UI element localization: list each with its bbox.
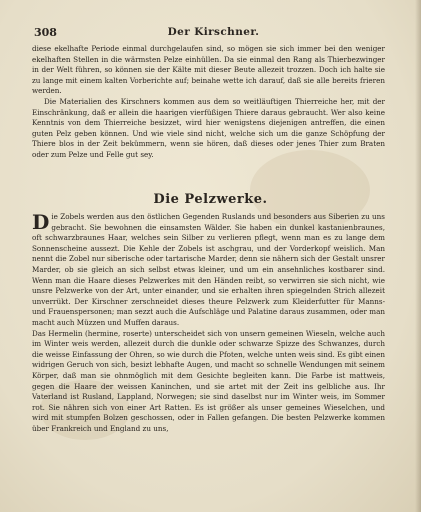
paragraph xyxy=(32,212,385,329)
page-edge-shadow xyxy=(415,0,421,512)
paragraph-body: ie Zobels werden aus den östlichen Gegenden Ruslands und besonders aus Siberien zu uns gebracht. Sie bewohnen die einsamsten Wälder. Sie haben ein dunkel kastanienbraunes, oft schwarzbraunes Haar, welches sein Silber zu verlieren pflegt, wenn man es zu lange dem Sonnenscheine aussezt. Die Kehle der Zobels ist aschgrau, und der Vorderkopf weislich. Man nennt die Zobel nur siberische oder tartarische Marder, denn sie nähern sich der Gestalt unsrer Marder, ob sie gleich an sich selbst etwas kleiner, und um ein ansehnliches kostbarer sind. Wenn man die Haare dieses Pelzwerkes mit den Händen reibt, so verwirren sie sich nicht, wie unsre Pelzwerke von der Art, unter einander, und sie erhalten ihren spiegelnden Strich allezeit unverrükt. Der Kirschner zerschneidet dieses theure Pelzwerk zum Kleiderfutter für Manns- und Frauenspersonen; man sezzt auch die Aufschläge und Palatine daraus zusammen, oder man macht auch Müzzen und Muffen daraus. xyxy=(32,212,385,327)
page-header xyxy=(34,26,393,42)
page-number: 308 xyxy=(34,26,57,39)
pelzwerke-text-block xyxy=(32,212,385,434)
paragraph: diese ekelhafte Periode einmal durchgelaufen sind, so mögen sie sich immer bei den weniger ekelhaften Stellen in die wärmsten Pelze einhüllen. Da sie einmal den Rang als Thierbezwinger in der Welt führen, so können sie der Kälte mit dieser Beute allezeit trozzen. Doch ich halte sie zu lange mit einem kalten Vorberichte auf; beinahe wette ich darauf, daß sie alle bereits frieren werden. xyxy=(32,44,385,96)
running-title: Der Kirschner. xyxy=(167,26,260,38)
section-title: Die Pelzwerke. xyxy=(153,192,268,207)
paragraph: Das Hermelin (hermine, roserte) unterscheidet sich von unsern gemeinen Wieseln, welche auch im Winter weis werden, allezeit durch die dunkle oder schwarze Spizze des Schwanzes, durch die weisse Einfassung der Ohren, so wie durch die Pfoten, welche unten weis sind. Es gibt einen widrigen Geruch von sich, besizt lebhafte Augen, und macht so schnelle Wendungen mit seinem Körper, daß man sie ohnmöglich mit dem Gesichte begleiten kann. Die Farbe ist mattweis, gegen die Haare der weissen Kaninchen, und sie artet mit der Zeit ins gelbliche aus. Ihr Vaterland ist Rusland, Lappland, Norwegen; sie sind daselbst nur im Winter weis, im Sommer rot. Sie nähren sich von einer Art Ratten. Es ist größer als unser gemeines Wieselchen, und wird mit stumpfen Bolzen geschossen, oder in Fallen gefangen. Die besten Pelzwerke kommen über Frankreich und England zu uns, xyxy=(32,328,385,433)
paragraph: Die Materialien des Kirschners kommen aus dem so weitläuftigen Thierreiche her, mit der Einschränkung, daß er allein die haarigen vierfüßigen Thiere daraus gebraucht. Wer also keine Kenntnis von dem Thierreiche besizzet, wird hier wenigstens diejenigen antreffen, die einen guten Pelz geben können. Und wie viele sind nicht, welche sich um die ganze Schöpfung der Thiere blos in der Zeit bekümmern, wenn sie hören, daß dieses oder jenes Thier zum Braten oder zum Pelze und Felle gut sey. xyxy=(32,96,385,159)
drop-cap: D xyxy=(32,210,50,234)
intro-text-block xyxy=(32,44,385,161)
